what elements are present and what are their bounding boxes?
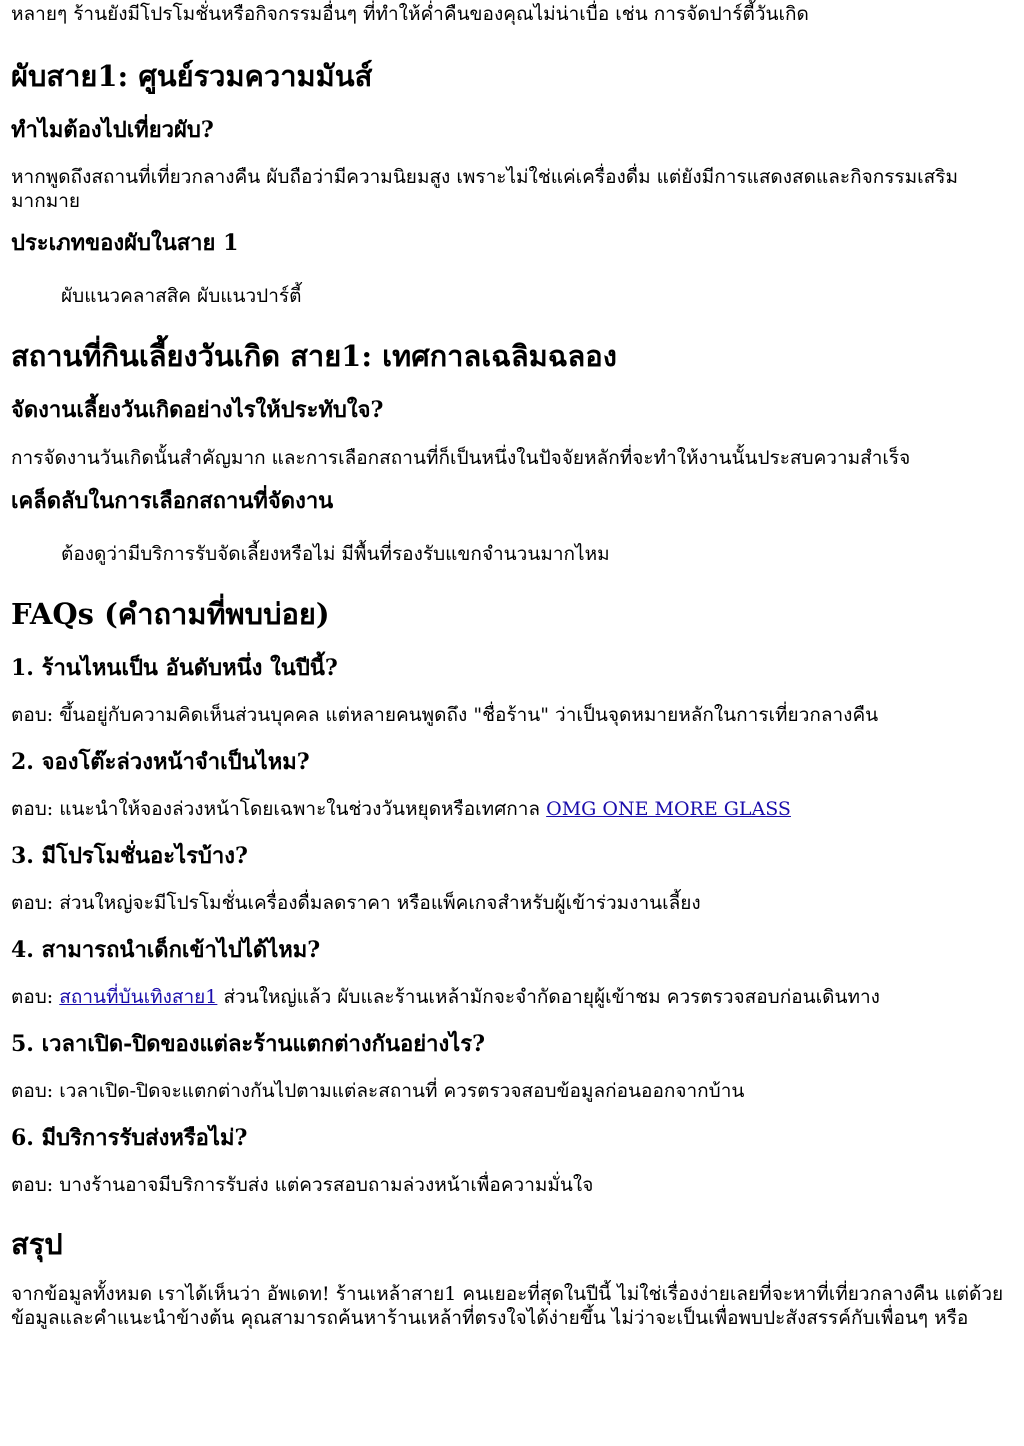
why-pub-heading: ทำไมต้องไปเที่ยวผับ? <box>11 117 214 143</box>
why-pub-paragraph: หากพูดถึงสถานที่เที่ยวกลางคืน ผับถือว่ามีความนิยมสูง เพราะไม่ใช่แค่เครื่องดื่ม แต่ยังมีการแสดงสดและกิจกรรมเสริมมากมาย <box>11 166 958 212</box>
faq-question-3: 3. มีโปรโมชั่นอะไรบ้าง? <box>11 843 248 869</box>
answer-prefix: ตอบ: <box>11 986 54 1008</box>
answer-text: เวลาเปิด-ปิดจะแตกต่างกันไปตามแต่ละสถานที่ ควรตรวจสอบข้อมูลก่อนออกจากบ้าน <box>59 1080 745 1102</box>
pub-types-paragraph: ผับแนวคลาสสิค ผับแนวปาร์ตี้ <box>61 285 302 307</box>
answer-text: บางร้านอาจมีบริการรับส่ง แต่ควรสอบถามล่วงหน้าเพื่อความมั่นใจ <box>59 1174 594 1196</box>
answer-text: ส่วนใหญ่จะมีโปรโมชั่นเครื่องดื่มลดราคา หรือแพ็คเกจสำหรับผู้เข้าร่วมงานเลี้ยง <box>59 892 701 914</box>
faq-question-2: 2. จองโต๊ะล่วงหน้าจำเป็นไหม? <box>11 749 310 775</box>
faq-answer-4 <box>11 985 1012 1009</box>
faq-question-4: 4. สามารถนำเด็กเข้าไปได้ไหม? <box>11 937 321 963</box>
answer-prefix: ตอบ: <box>11 798 54 820</box>
answer-text: แนะนำให้จองล่วงหน้าโดยเฉพาะในช่วงวันหยุดหรือเทศกาล <box>59 798 541 820</box>
faq-answer-1 <box>11 703 1012 727</box>
answer-text: ขึ้นอยู่กับความคิดเห็นส่วนบุคคล แต่หลายคนพูดถึง "ชื่อร้าน" ว่าเป็นจุดหมายหลักในการเที่ยวกลางคืน <box>59 704 879 726</box>
answer-prefix: ตอบ: <box>11 704 54 726</box>
faq-question-1: 1. ร้านไหนเป็น อันดับหนึ่ง ในปีนี้? <box>11 655 338 681</box>
section-pub-title: ผับสาย1: ศูนย์รวมความมันส์ <box>11 59 373 93</box>
omg-one-more-glass-link[interactable]: OMG ONE MORE GLASS <box>546 798 791 820</box>
section-birthday-title: สถานที่กินเลี้ยงวันเกิด สาย1: เทศกาลเฉลิมฉลอง <box>11 339 617 373</box>
answer-prefix: ตอบ: <box>11 1174 54 1196</box>
faq-title: FAQs (คำถามที่พบบ่อย) <box>11 597 330 631</box>
faq-answer-5 <box>11 1079 1012 1103</box>
venue-tips-paragraph: ต้องดูว่ามีบริการรับจัดเลี้ยงหรือไม่ มีพื้นที่รองรับแขกจำนวนมากไหม <box>61 543 610 565</box>
intro-paragraph: หลายๆ ร้านยังมีโปรโมชั่นหรือกิจกรรมอื่นๆ ที่ทำให้ค่ำคืนของคุณไม่น่าเบื่อ เช่น การจัดปาร์ตี้วันเกิด <box>11 3 809 25</box>
faq-answer-6 <box>11 1173 1012 1197</box>
faq-question-5: 5. เวลาเปิด-ปิดของแต่ละร้านแตกต่างกันอย่างไร? <box>11 1031 485 1057</box>
birthday-how-paragraph: การจัดงานวันเกิดนั้นสำคัญมาก และการเลือกสถานที่ก็เป็นหนึ่งในปัจจัยหลักที่จะทำให้งานนั้นประสบความสำเร็จ <box>11 447 911 469</box>
pub-types-heading: ประเภทของผับในสาย 1 <box>11 230 239 256</box>
faq-question-6: 6. มีบริการรับส่งหรือไม่? <box>11 1125 248 1151</box>
answer-text: ส่วนใหญ่แล้ว ผับและร้านเหล้ามักจะจำกัดอายุผู้เข้าชม ควรตรวจสอบก่อนเดินทาง <box>223 986 880 1008</box>
summary-title: สรุป <box>11 1227 63 1261</box>
faq-answer-3 <box>11 891 1012 915</box>
entertainment-venue-link[interactable]: สถานที่บันเทิงสาย1 <box>59 986 218 1008</box>
answer-prefix: ตอบ: <box>11 892 54 914</box>
summary-paragraph: จากข้อมูลทั้งหมด เราได้เห็นว่า อัพเดท! ร้านเหล้าสาย1 คนเยอะที่สุดในปีนี้ ไม่ใช่เรื่องง่ายเลยที่จะหาที่เที่ยวกลางคืน แต่ด้วยข้อมูลและคำแนะนำข้างต้น คุณสามารถค้นหาร้านเหล้าที่ตรงใจได้ง่ายขึ้น ไม่ว่าจะเป็นเพื่อพบปะสังสรรค์กับเพื่อนๆ หรือ <box>11 1283 1004 1329</box>
answer-prefix: ตอบ: <box>11 1080 54 1102</box>
faq-answer-2 <box>11 797 1012 821</box>
venue-tips-heading: เคล็ดลับในการเลือกสถานที่จัดงาน <box>11 488 334 514</box>
birthday-how-heading: จัดงานเลี้ยงวันเกิดอย่างไรให้ประทับใจ? <box>11 397 384 423</box>
